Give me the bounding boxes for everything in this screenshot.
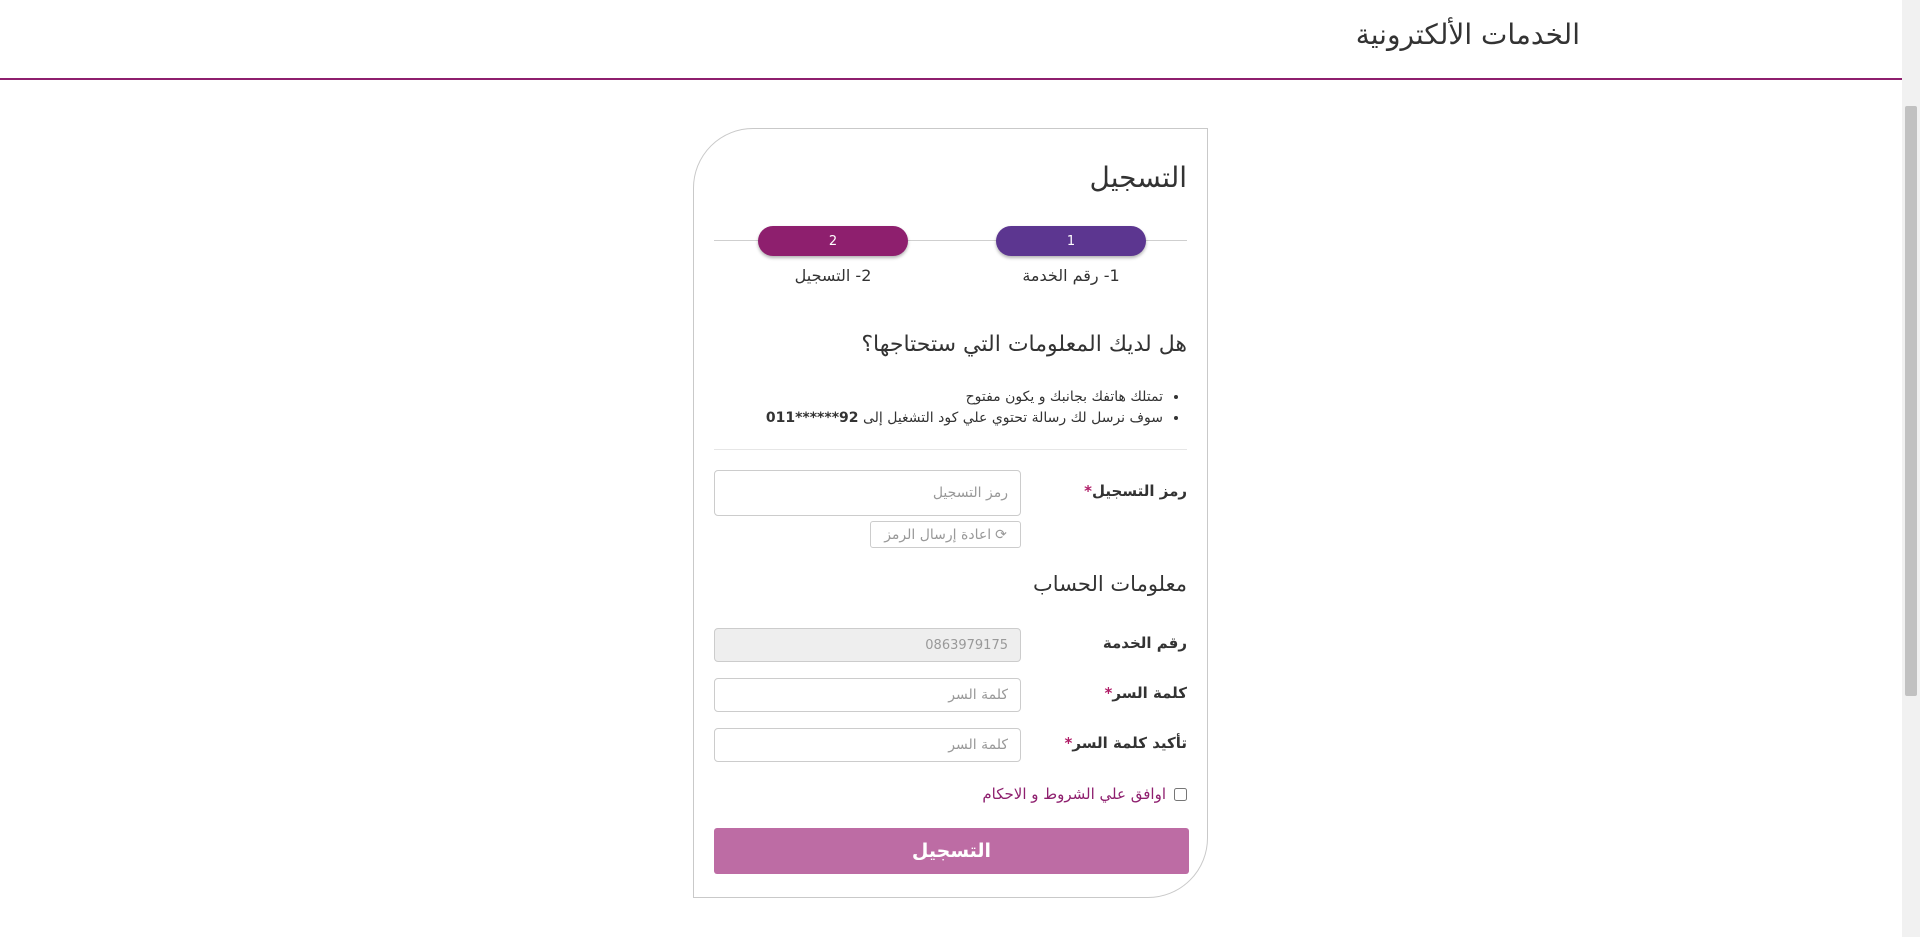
service-number-label: رقم الخدمة [1102,634,1187,652]
card-title: التسجيل [1089,161,1187,194]
required-mark: * [1104,684,1113,702]
step-1-indicator: 1 [996,226,1146,256]
terms-checkbox[interactable] [1174,788,1187,801]
info-question-heading: هل لديك المعلومات التي ستحتاجها؟ [861,332,1187,357]
registration-card [693,128,1208,898]
required-mark: * [1084,482,1093,500]
step-2-label: 2- التسجيل [794,266,872,285]
info-item-phone-ready [703,387,1163,408]
account-info-heading: معلومات الحساب [1033,572,1187,596]
register-submit-button[interactable]: التسجيل [714,828,1189,874]
label-text: تأكيد كلمة السر [1072,734,1187,752]
registration-code-input[interactable] [714,470,1021,516]
required-mark: * [1064,734,1073,752]
password-label [1105,684,1187,702]
service-number-input [714,628,1021,662]
confirm-password-label [1065,734,1187,752]
scrollbar-thumb[interactable] [1905,106,1917,696]
password-input[interactable] [714,678,1021,712]
info-list [703,387,1187,429]
site-title: الخدمات الألكترونية [1355,18,1580,51]
label-text: رمز التسجيل [1092,482,1187,500]
resend-code-label: اعادة إرسال الرمز [884,526,992,543]
step-1-label: 1- رقم الخدمة [1022,266,1120,285]
refresh-icon: ⟳ [995,526,1007,543]
section-divider [714,449,1187,450]
terms-agreement[interactable] [982,785,1187,803]
info-item-text: سوف نرسل لك رسالة تحتوي علي كود التشغيل إلى [862,410,1163,426]
registration-code-label [1084,482,1187,500]
step-2-indicator: 2 [758,226,908,256]
masked-phone-number: 011******92 [765,410,859,426]
info-item-text: تمتلك هاتفك بجانبك و يكون مفتوح [965,389,1163,405]
terms-label[interactable]: اوافق علي الشروط و الاحكام [982,785,1166,803]
info-item-sms [703,408,1163,429]
confirm-password-input[interactable] [714,728,1021,762]
site-header [0,0,1902,80]
resend-code-button[interactable] [870,521,1021,548]
label-text: كلمة السر [1112,684,1187,702]
page-scrollbar[interactable] [1902,0,1920,937]
